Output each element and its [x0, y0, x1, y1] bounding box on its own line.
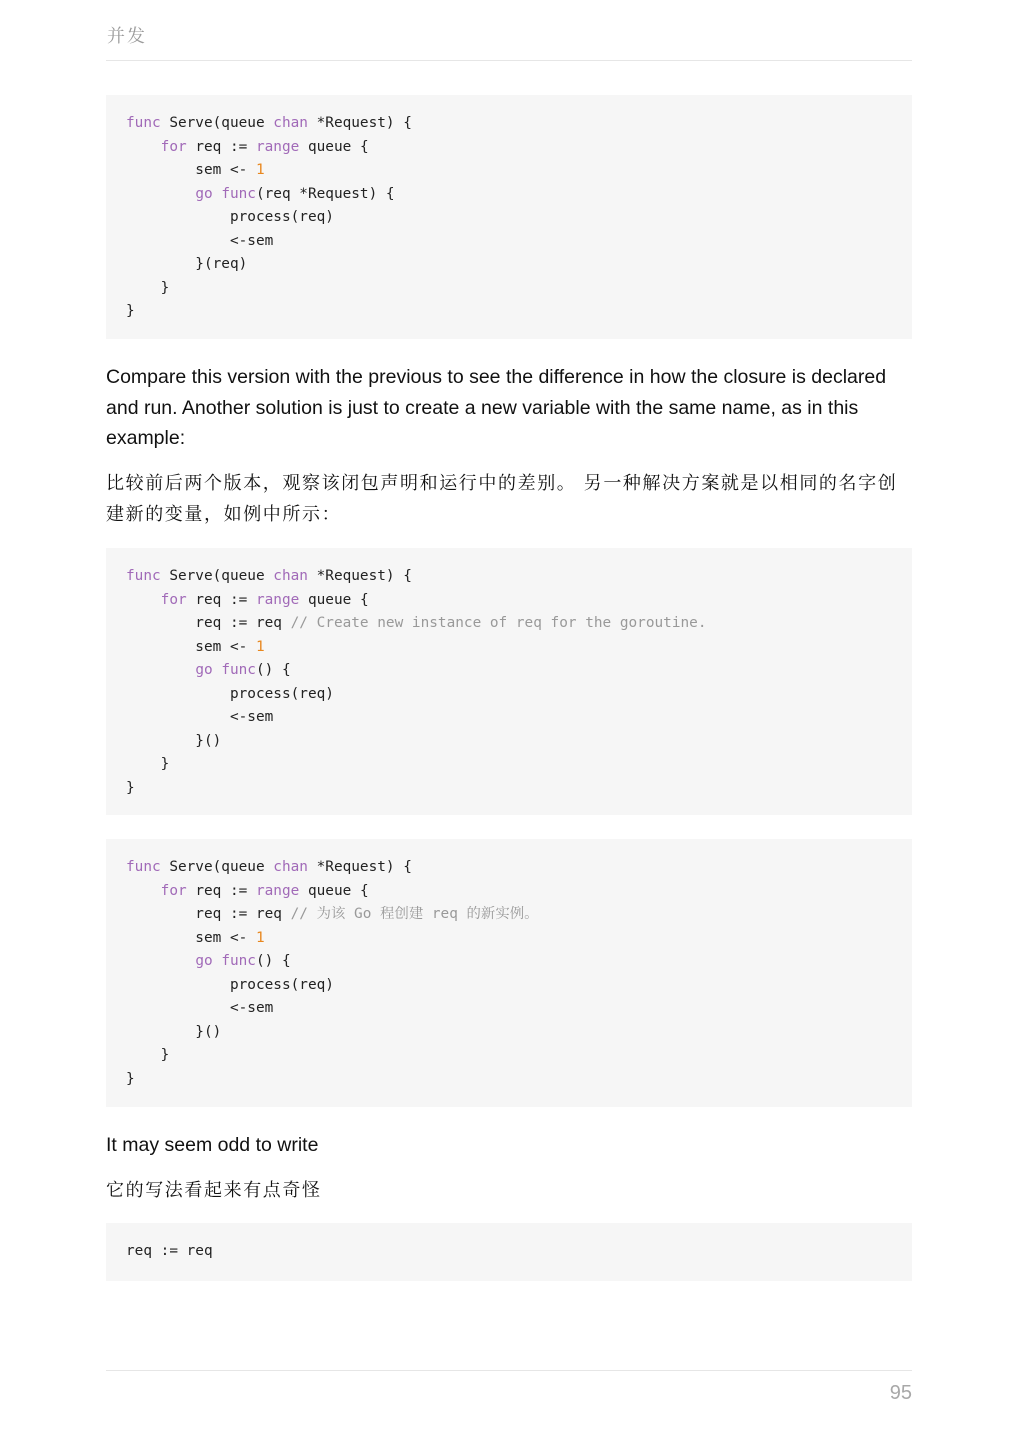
code-text: req := — [186, 882, 256, 899]
code-text: req := — [186, 591, 256, 608]
paragraph-odd-en: It may seem odd to write — [106, 1134, 319, 1156]
code-line — [126, 112, 892, 136]
code-line — [126, 183, 892, 207]
page-header-title: 并发 — [107, 26, 147, 47]
code-line — [126, 903, 892, 927]
page-number: 95 — [889, 1382, 912, 1404]
code-keyword: func — [126, 859, 161, 875]
code-text: <-sem — [126, 709, 274, 725]
code-text: req := req — [126, 615, 291, 631]
code-text — [126, 883, 161, 899]
code-line — [126, 230, 892, 254]
code-text — [213, 186, 222, 202]
code-number: 1 — [255, 638, 265, 655]
code-number: 1 — [255, 162, 265, 178]
code-text: Serve(queue — [160, 115, 274, 131]
code-keyword: go — [195, 662, 213, 678]
code-text — [126, 953, 195, 969]
paragraph-compare-en: Compare this version with the previous to see the difference in how the closure is declared and run. Another solution is just to create a new variable with the same name, as in this example: — [106, 366, 887, 449]
code-text: process(req) — [126, 976, 334, 993]
code-text: } — [126, 303, 135, 319]
code-text: } — [126, 1070, 135, 1087]
code-keyword: range — [255, 882, 300, 899]
code-comment: // Create new instance of req for the goroutine. — [290, 615, 707, 631]
code-text: () { — [255, 662, 291, 678]
code-number: 1 — [255, 929, 265, 946]
code-keyword: chan — [273, 115, 308, 131]
code-text: <-sem — [126, 232, 274, 249]
code-line — [126, 1021, 892, 1045]
code-line — [126, 159, 892, 183]
code-keyword: range — [255, 138, 300, 155]
code-keyword: func — [126, 115, 161, 131]
code-line — [126, 777, 892, 801]
code-text — [213, 662, 222, 678]
code-block — [106, 839, 912, 1107]
code-keyword: func — [126, 568, 161, 584]
code-keyword: for — [160, 882, 187, 899]
code-block — [106, 1223, 912, 1281]
code-text: queue { — [299, 882, 369, 899]
code-line — [126, 589, 892, 613]
code-text: sem <- — [126, 162, 256, 178]
code-text — [213, 953, 222, 969]
code-text: queue { — [299, 138, 369, 155]
code-line — [126, 1044, 892, 1068]
code-line — [126, 683, 892, 707]
code-line — [126, 136, 892, 160]
code-text: } — [126, 756, 170, 772]
code-line — [126, 856, 892, 880]
code-keyword: func — [221, 953, 256, 969]
code-text: *Request) { — [307, 115, 412, 131]
code-line — [126, 730, 892, 754]
code-keyword: go — [195, 953, 213, 969]
code-text: sem <- — [126, 929, 256, 946]
code-line — [126, 659, 892, 683]
footer-divider — [106, 1370, 912, 1371]
code-text: process(req) — [126, 685, 334, 702]
code-keyword: range — [255, 591, 300, 608]
code-line — [126, 950, 892, 974]
code-keyword: func — [221, 185, 256, 202]
code-line — [126, 927, 892, 951]
paragraph-odd-cn: 它的写法看起来有点奇怪 — [106, 1180, 322, 1201]
code-line — [126, 565, 892, 589]
code-text: Serve(queue — [160, 859, 274, 875]
code-line — [126, 636, 892, 660]
code-text: process(req) — [126, 209, 334, 225]
code-text: sem <- — [126, 638, 256, 655]
code-line — [126, 612, 892, 636]
code-text: <-sem — [126, 1000, 274, 1016]
code-keyword: go — [195, 185, 213, 202]
code-text: Serve(queue — [160, 568, 274, 584]
code-keyword: chan — [273, 568, 308, 584]
code-text: } — [126, 279, 170, 296]
code-text: req := req — [126, 1243, 213, 1259]
code-line — [126, 277, 892, 301]
code-text — [126, 139, 161, 155]
code-line — [126, 997, 892, 1021]
code-text: }(req) — [126, 256, 248, 272]
code-line — [126, 706, 892, 730]
code-block — [106, 548, 912, 815]
code-text — [126, 186, 195, 202]
code-line — [126, 253, 892, 277]
code-text — [126, 592, 161, 608]
code-keyword: for — [160, 591, 187, 608]
code-line — [126, 974, 892, 998]
code-line — [126, 206, 892, 230]
code-keyword: chan — [273, 859, 308, 875]
code-text: *Request) { — [307, 568, 412, 584]
code-text: queue { — [299, 591, 369, 608]
code-text: (req *Request) { — [255, 185, 395, 202]
header-divider — [106, 60, 912, 61]
code-text: *Request) { — [307, 859, 412, 875]
code-text: () { — [255, 953, 291, 969]
paragraph-compare-cn: 比较前后两个版本，观察该闭包声明和运行中的差别。 另一种解决方案就是以相同的名字创建新的变量，如例中所示： — [106, 473, 898, 525]
code-keyword: for — [160, 138, 187, 155]
code-line — [126, 753, 892, 777]
code-text: req := req — [126, 906, 291, 922]
code-text: } — [126, 779, 135, 796]
code-text: }() — [126, 1023, 222, 1040]
code-line — [126, 300, 892, 324]
code-block — [106, 95, 912, 339]
code-text — [126, 662, 195, 678]
code-text: } — [126, 1047, 170, 1063]
code-line — [126, 880, 892, 904]
code-keyword: func — [221, 662, 256, 678]
code-line — [126, 1068, 892, 1092]
code-comment: // 为该 Go 程创建 req 的新实例。 — [290, 906, 539, 922]
code-text: }() — [126, 732, 222, 749]
code-line — [126, 1240, 892, 1264]
code-text: req := — [186, 138, 256, 155]
